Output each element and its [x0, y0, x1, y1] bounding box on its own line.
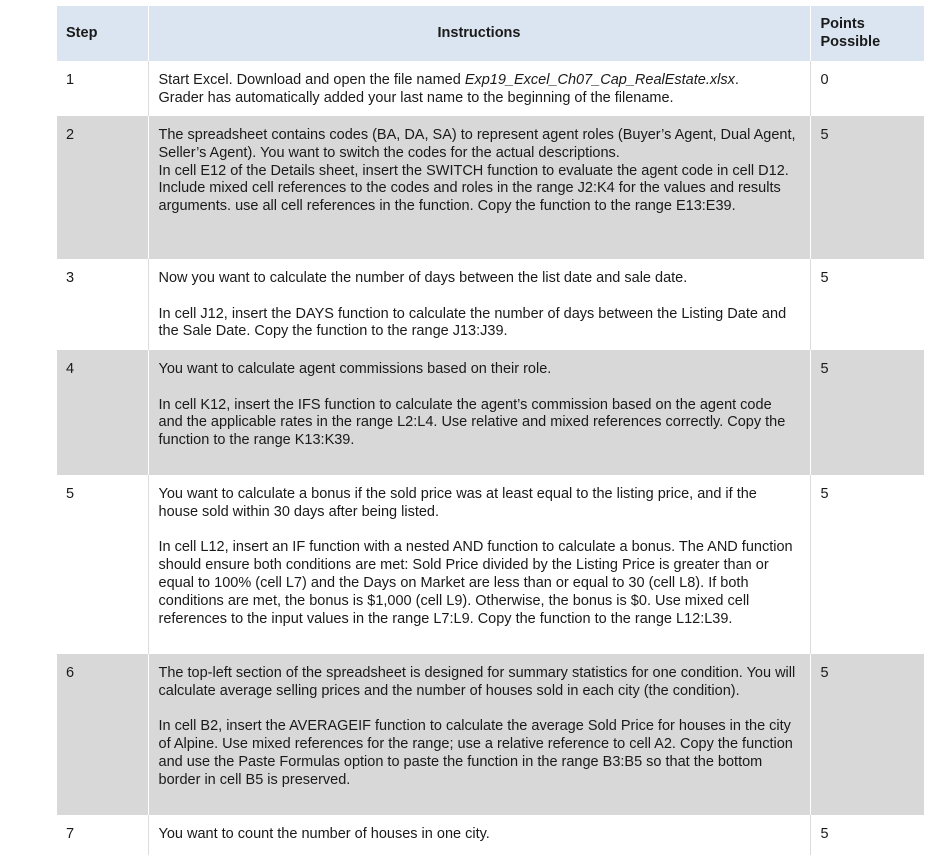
file-name: Exp19_Excel_Ch07_Cap_RealEstate.xlsx — [464, 72, 735, 88]
step-number: 7 — [57, 815, 148, 855]
header-step: Step — [57, 6, 148, 61]
header-instructions: Instructions — [148, 6, 810, 61]
step-number: 5 — [57, 475, 148, 654]
instruction-text: You want to calculate agent commissions based on their role. In cell K12, insert the IFS function to calculate the agent’s commission based on the agent code and the applicable rates in the range L2:L4. Use relative and mixed references correctly. Copy the function to the range K13:K39. — [148, 350, 810, 475]
instruction-text: You want to count the number of houses in one city. — [148, 815, 810, 855]
step-number: 1 — [57, 61, 148, 116]
points-value: 5 — [810, 350, 924, 475]
table-row — [57, 654, 924, 815]
step-number: 2 — [57, 116, 148, 259]
points-value: 5 — [810, 116, 924, 259]
header-points-possible: Points Possible — [810, 6, 924, 61]
table-row — [57, 350, 924, 475]
instruction-text: You want to calculate a bonus if the sold price was at least equal to the listing price, and if the house sold within 30 days after being listed. In cell L12, insert an IF function with a nested AND function to calculate a bonus. The AND function should ensure both conditions are met: Sold Price divided by the Listing Price is greater than or equal to 100% (cell L7) and the Days on Market are less than or equal to 30 (cell L8). If both conditions are met, the bonus is $1,000 (cell L9). Otherwise, the bonus is $0. Use mixed cell references to the input values in the range L7:L9. Copy the function to the range L12:L39. — [148, 475, 810, 654]
instructions-table — [57, 6, 924, 855]
points-value: 0 — [820, 72, 829, 88]
step-number: 3 — [57, 259, 148, 350]
table-row — [57, 61, 924, 116]
table-row — [57, 116, 924, 259]
points-value: 5 — [810, 654, 924, 815]
step-number: 4 — [57, 350, 148, 475]
instruction-text: Now you want to calculate the number of days between the list date and sale date. In cell J12, insert the DAYS function to calculate the number of days between the Listing Date and the Sale Date. Copy the function to the range J13:J39. — [148, 259, 810, 350]
points-value: 5 — [820, 826, 829, 842]
header-row — [57, 6, 924, 61]
points-value: 5 — [820, 270, 829, 286]
points-value: 5 — [820, 486, 829, 502]
instruction-text: The top-left section of the spreadsheet is designed for summary statistics for one condition. You will calculate average selling prices and the number of houses sold in each city (the condition). In cell B2, insert the AVERAGEIF function to calculate the average Sold Price for houses in the city of Alpine. Use mixed references for the range; use a relative reference to cell A2. Copy the function and use the Paste Formulas option to paste the function in the range B3:B5 so that the bottom border in cell B5 is preserved. — [148, 654, 810, 815]
instruction-text: The spreadsheet contains codes (BA, DA, SA) to represent agent roles (Buyer’s Agent, Dual Agent, Seller’s Agent). You want to switch the codes for the actual descriptions. In cell E12 of the Details sheet, insert the SWITCH function to evaluate the agent code in cell D12. Include mixed cell references to the codes and roles in the range J2:K4 for the values and results arguments. use all cell references in the function. Copy the function to the range E13:E39. — [148, 116, 810, 259]
table-row — [57, 815, 924, 855]
table-row — [57, 475, 924, 654]
table-row — [57, 259, 924, 350]
step-number: 6 — [57, 654, 148, 815]
instruction-text: Start Excel. Download and open the file named Exp19_Excel_Ch07_Cap_RealEstate.xlsx. Grader has automatically added your last name to the beginning of the filename. — [148, 61, 810, 116]
